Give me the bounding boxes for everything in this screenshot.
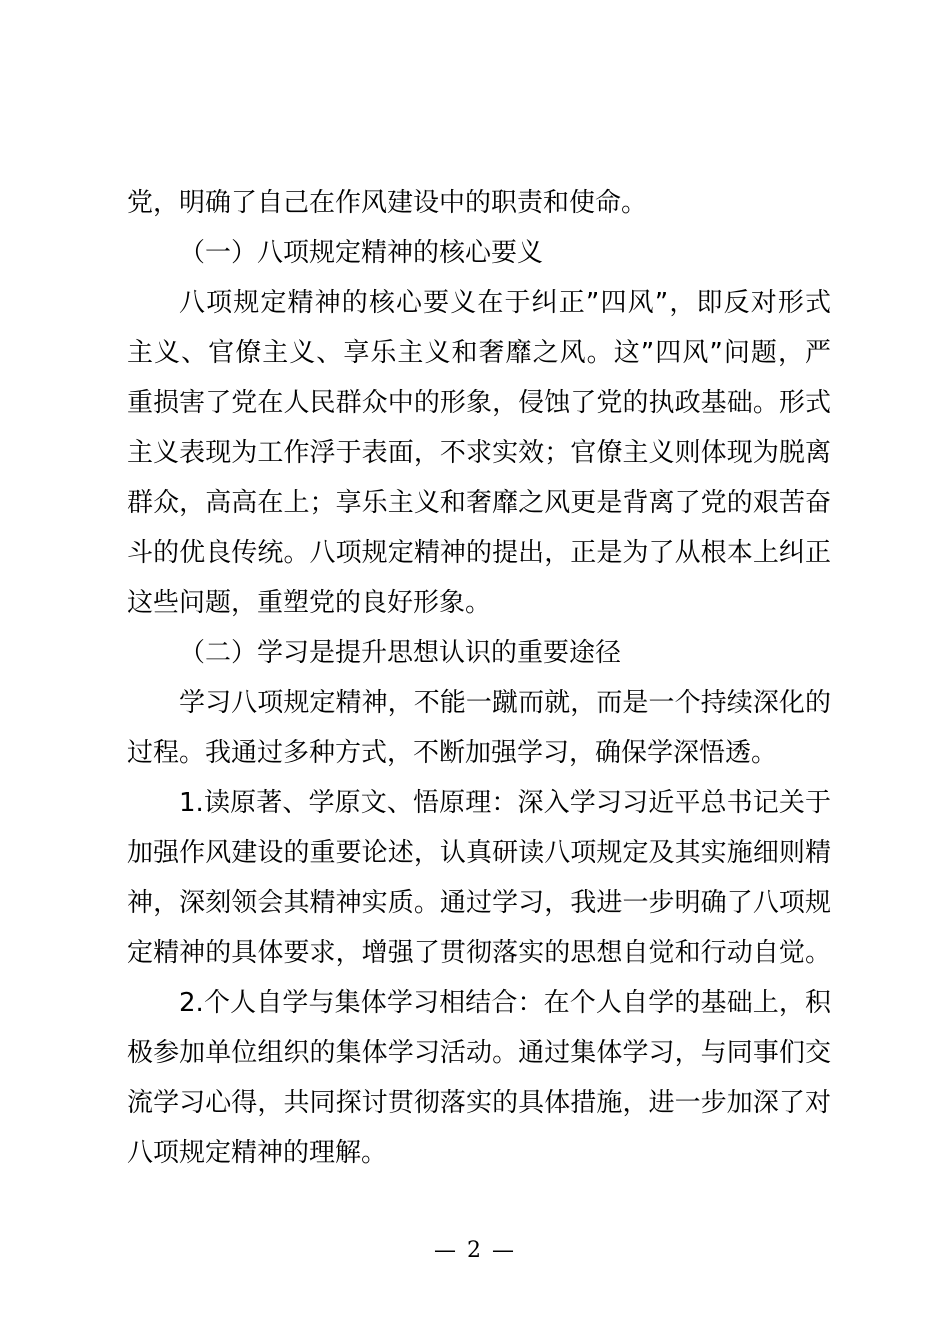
text-line: 这些问题，重塑党的良好形象。 <box>127 588 492 618</box>
text-line: 定精神的具体要求，增强了贯彻落实的思想自觉和行动自觉。 <box>127 938 831 968</box>
text-line: （一）八项规定精神的核心要义 <box>179 238 544 268</box>
text-line: 主义表现为工作浮于表面，不求实效；官僚主义则体现为脱离 <box>127 438 831 468</box>
text-line: 党，明确了自己在作风建设中的职责和使命。 <box>127 188 648 218</box>
text-line: 2.个人自学与集体学习相结合：在个人自学的基础上，积 <box>179 988 831 1018</box>
text-line: 主义、官僚主义、享乐主义和奢靡之风。这”四风”问题，严 <box>127 338 831 368</box>
text-line: 学习八项规定精神，不能一蹴而就，而是一个持续深化的 <box>179 688 831 718</box>
body-text <box>127 178 831 1178</box>
page-number: — 2 — <box>434 1238 516 1263</box>
text-line: 加强作风建设的重要论述，认真研读八项规定及其实施细则精 <box>127 838 831 868</box>
text-line: 神，深刻领会其精神实质。通过学习，我进一步明确了八项规 <box>127 888 831 918</box>
text-line: 1.读原著、学原文、悟原理：深入学习习近平总书记关于 <box>179 788 831 818</box>
text-line: 流学习心得，共同探讨贯彻落实的具体措施，进一步加深了对 <box>127 1088 831 1118</box>
text-line: 重损害了党在人民群众中的形象，侵蚀了党的执政基础。形式 <box>127 388 831 418</box>
text-line: 群众，高高在上；享乐主义和奢靡之风更是背离了党的艰苦奋 <box>127 488 831 518</box>
text-line: 八项规定精神的核心要义在于纠正”四风”，即反对形式 <box>179 288 831 318</box>
text-line: 八项规定精神的理解。 <box>127 1138 388 1168</box>
text-line: （二）学习是提升思想认识的重要途径 <box>179 638 622 668</box>
text-line: 斗的优良传统。八项规定精神的提出，正是为了从根本上纠正 <box>127 538 831 568</box>
text-line: 过程。我通过多种方式，不断加强学习，确保学深悟透。 <box>127 738 778 768</box>
text-line: 极参加单位组织的集体学习活动。通过集体学习，与同事们交 <box>127 1038 831 1068</box>
